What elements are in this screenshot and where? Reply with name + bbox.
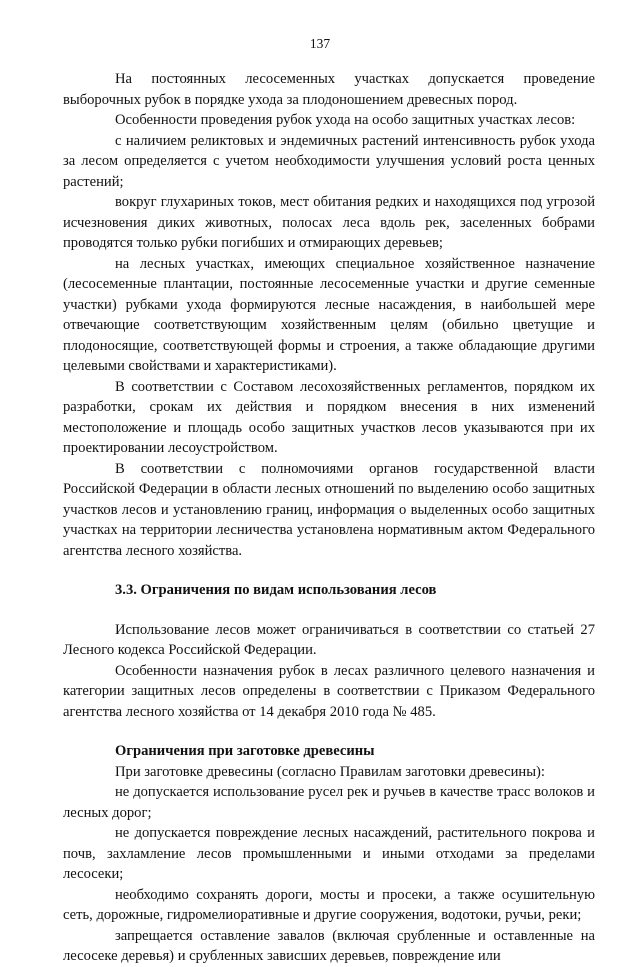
paragraph: В соответствии с Составом лесохозяйственных регламентов, порядком их разработки, срокам их действия и порядком внесения в них изменений местоположение и площадь особо защитных участков лесов указываются при их проектировании лесоустройством. bbox=[63, 378, 595, 456]
page-content bbox=[63, 69, 595, 967]
paragraph: на лесных участках, имеющих специальное хозяйственное назначение (лесосеменные плантации, постоянные лесосеменные участки и другие семенные участки) рубками ухода формируются лесные насаждения, в наибольшей мере отвечающие соответствующим хозяйственным целям (обильно цветущие и плодоносящие, соответствующей формы и строения, а также обладающие другими целевыми свойствами и характеристиками). bbox=[63, 255, 595, 374]
paragraph: Использование лесов может ограничиваться в соответствии со статьей 27 Лесного кодекса Российской Федерации. bbox=[63, 621, 595, 658]
paragraph: с наличием реликтовых и эндемичных растений интенсивность рубок ухода за лесом определяется с учетом необходимости улучшения условий роста ценных растений; bbox=[63, 132, 595, 190]
paragraph: При заготовке древесины (согласно Правилам заготовки древесины): bbox=[115, 763, 545, 780]
subheading: Ограничения при заготовке древесины bbox=[115, 743, 375, 759]
paragraph: необходимо сохранять дороги, мосты и просеки, а также осушительную сеть, дорожные, гидромелиоративные и другие сооружения, водотоки, ручьи, реки; bbox=[63, 886, 595, 923]
section-heading: 3.3. Ограничения по видам использования лесов bbox=[115, 582, 437, 598]
page-number: 137 bbox=[309, 36, 331, 51]
paragraph: запрещается оставление завалов (включая срубленные и оставленные на лесосеке деревья) и срубленных зависших деревьев, повреждение или bbox=[63, 927, 595, 964]
paragraph: Особенности проведения рубок ухода на особо защитных участках лесов: bbox=[115, 112, 576, 128]
paragraph: Особенности назначения рубок в лесах различного целевого назначения и категории защитных лесов определены в соответствии с Приказом Федерального агентства лесного хозяйства от 14 декабря 2010 года № 485. bbox=[63, 662, 595, 720]
paragraph: На постоянных лесосеменных участках допускается проведение выборочных рубок в порядке ухода за плодоношением древесных пород. bbox=[63, 71, 595, 108]
paragraph: не допускается использование русел рек и ручьев в качестве трасс волоков и лесных дорог; bbox=[63, 784, 595, 821]
paragraph: не допускается повреждение лесных насаждений, растительного покрова и почв, захламление лесов промышленными и иными отходами за пределами лесосеки; bbox=[63, 825, 595, 882]
paragraph: В соответствии с полномочиями органов государственной власти Российской Федерации в области лесных отношений по выделению особо защитных участков лесов и установлению границ, информация о выделенных особо защитных участках на территории лесничества установлена нормативным актом Федерального агентства лесного хозяйства. bbox=[63, 460, 595, 559]
paragraph: вокруг глухариных токов, мест обитания редких и находящихся под угрозой исчезновения диких животных, полосах леса вдоль рек, заселенных бобрами проводятся только рубки погибших и отмирающих деревьев; bbox=[63, 194, 595, 251]
